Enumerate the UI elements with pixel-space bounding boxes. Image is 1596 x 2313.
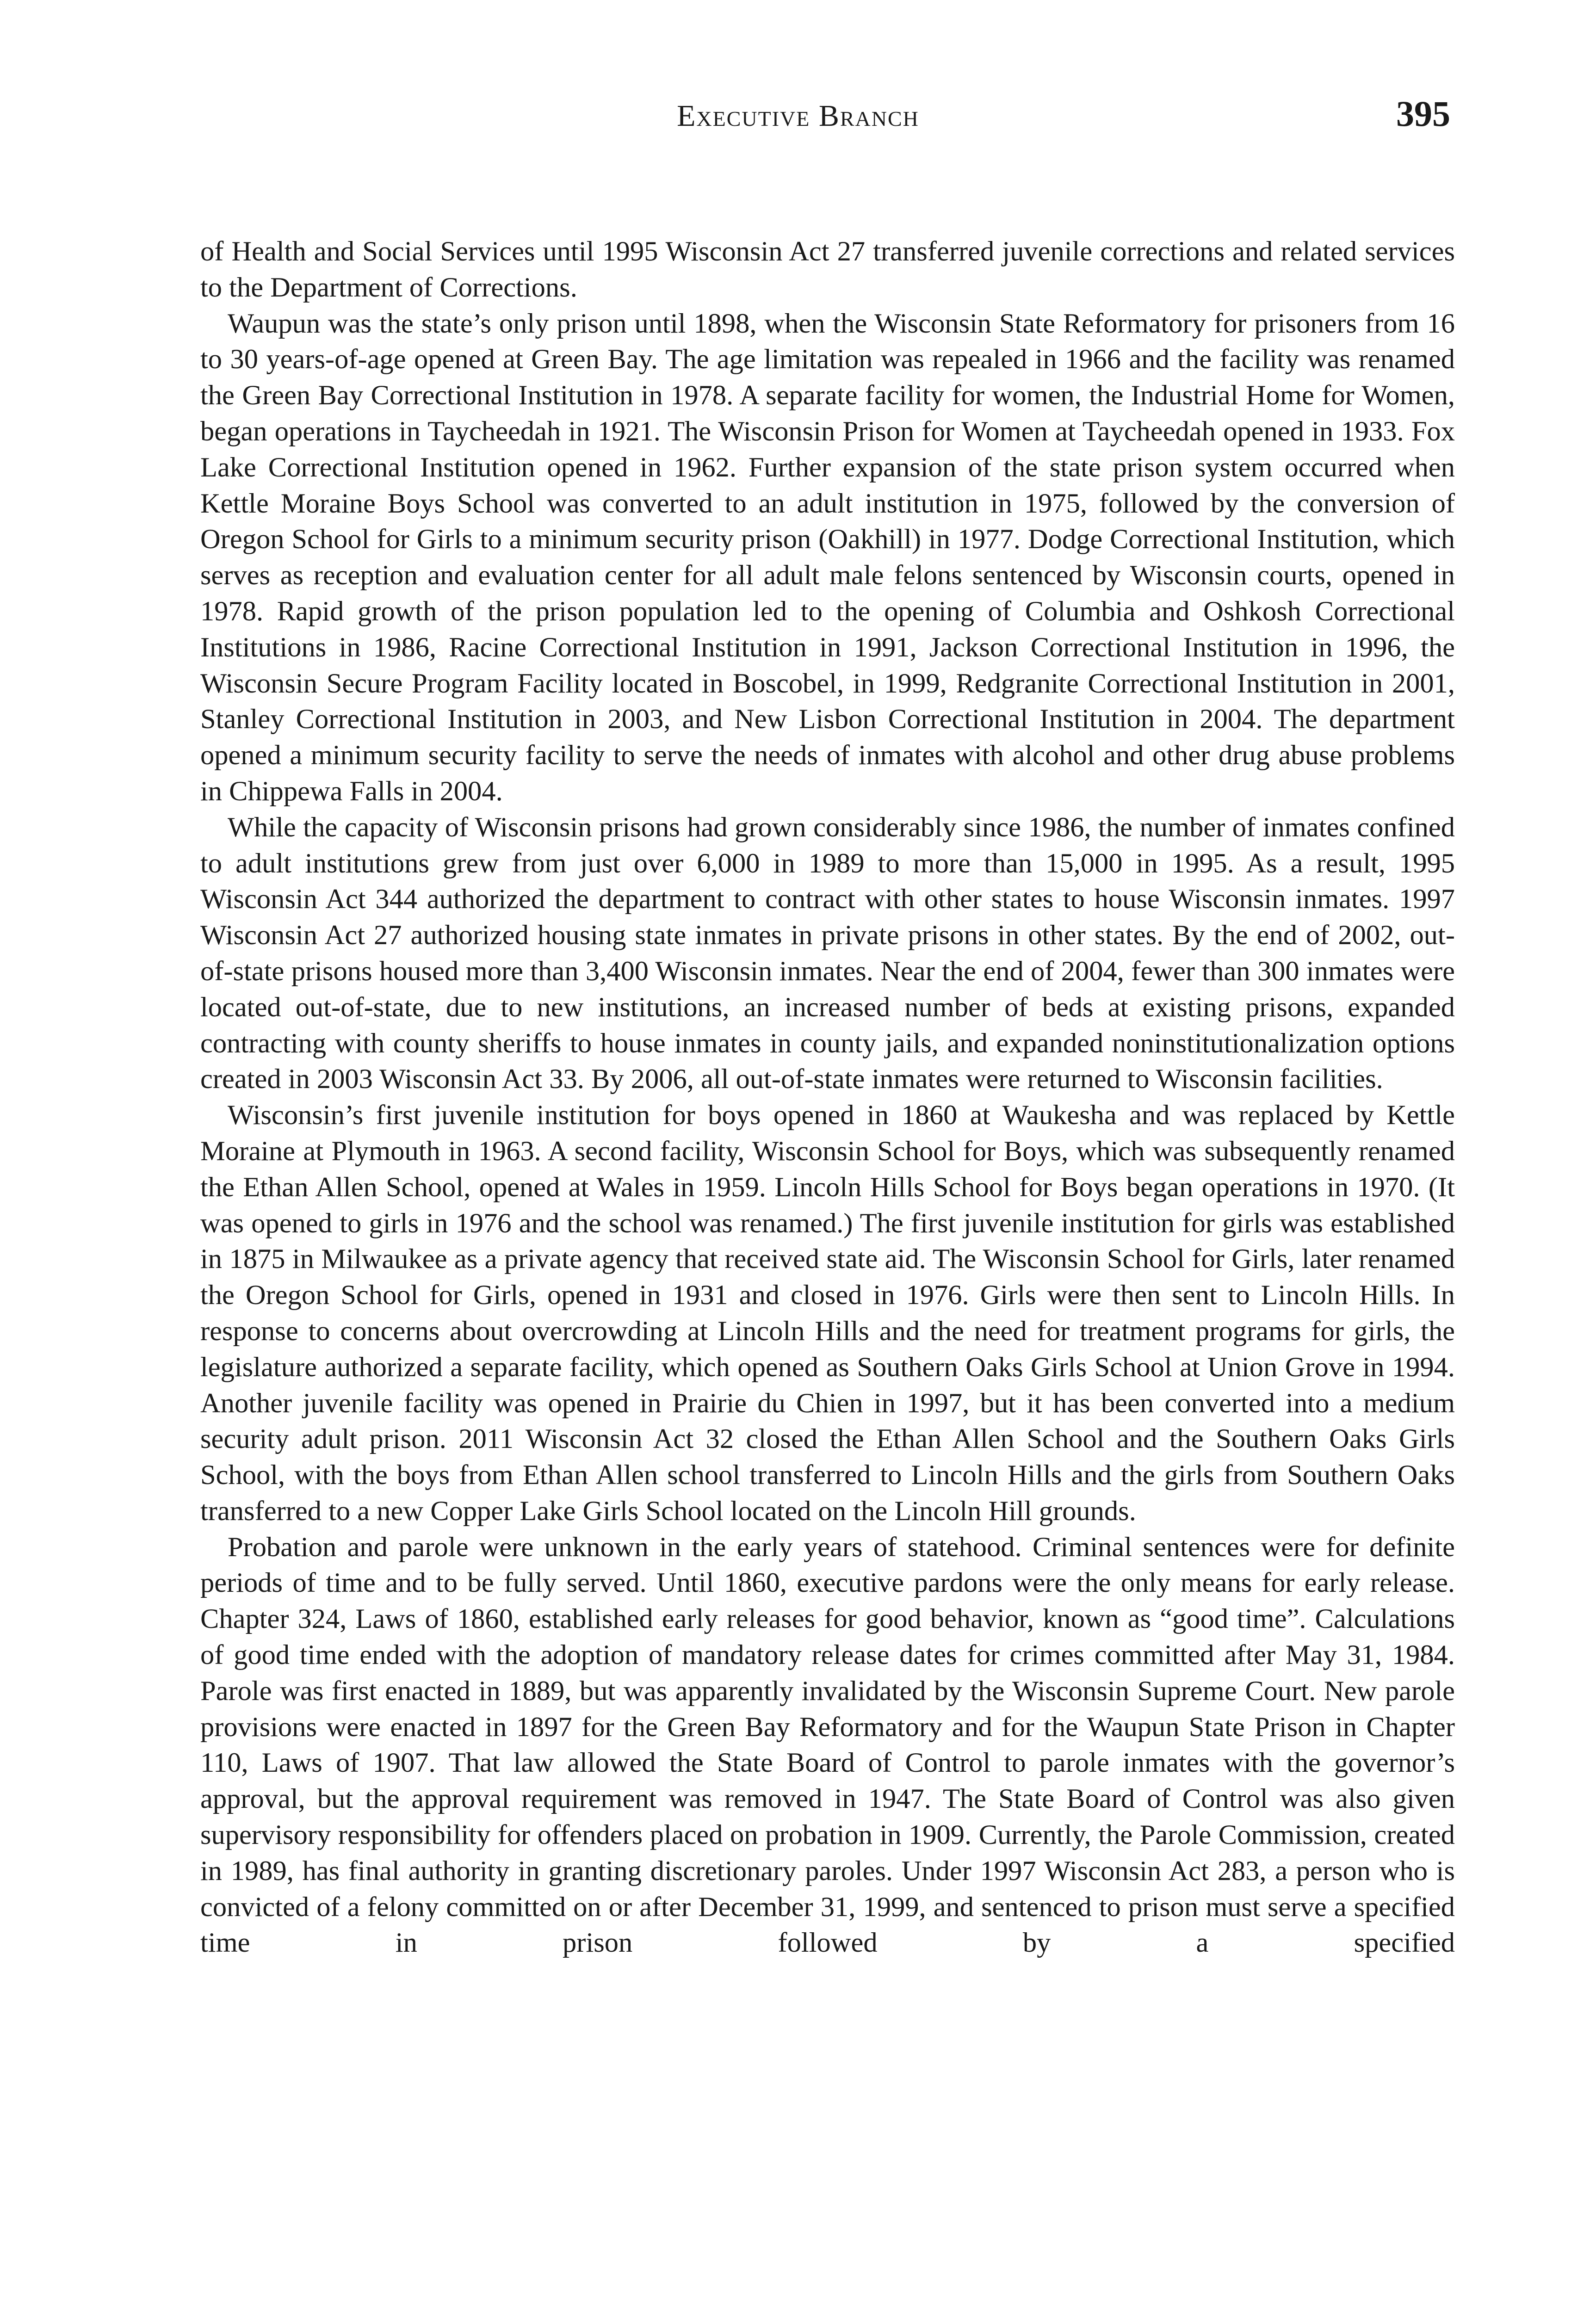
paragraph-juvenile-institutions: Wisconsin’s first juvenile institution for boys opened in 1860 at Waukesha and was replaced by Kettle Moraine at Plymouth in 1963. A second facility, Wisconsin School for Boys, which was subsequently renamed the Ethan Allen School, opened at Wales in 1959. Lincoln Hills School for Boys began operations in 1970. (It was opened to girls in 1976 and the school was renamed.) The first juvenile institution for girls was established in 1875 in Milwaukee as a private agency that received state aid. The Wisconsin School for Girls, later renamed the Oregon School for Girls, opened in 1931 and closed in 1976. Girls were then sent to Lincoln Hills. In response to concerns about overcrowding at Lincoln Hills and the need for treatment programs for girls, the legislature authorized a separate facility, which opened as Southern Oaks Girls School at Union Grove in 1994. Another juvenile facility was opened in Prairie du Chien in 1997, but it has been converted into a medium security adult prison. 2011 Wisconsin Act 32 closed the Ethan Allen School and the Southern Oaks Girls School, with the boys from Ethan Allen school transferred to Lincoln Hills and the girls from Southern Oaks transferred to a new Copper Lake Girls School located on the Lincoln Hill grounds. — [200, 1100, 1455, 1527]
page-number: 395 — [1396, 93, 1450, 134]
running-head — [0, 90, 1596, 146]
paragraph-capacity: While the capacity of Wisconsin prisons had grown considerably since 1986, the number of inmates confined to adult institutions grew from just over 6,000 in 1989 to more than 15,000 in 1995. As a result, 1995 Wisconsin Act 344 authorized the department to contract with other states to house Wisconsin inmates. 1997 Wisconsin Act 27 authorized housing state inmates in private prisons in other states. By the end of 2002, out-of-state prisons housed more than 3,400 Wisconsin inmates. Near the end of 2004, fewer than 300 inmates were located out-of-state, due to new institutions, an increased number of beds at existing prisons, expanded contracting with county sheriffs to house inmates in county jails, and expanded noninstitutionalization options created in 2003 Wisconsin Act 33. By 2006, all out-of-state inmates were returned to Wisconsin facilities. — [200, 811, 1455, 1095]
body-text — [200, 234, 1455, 1961]
paragraph-continued: of Health and Social Services until 1995 Wisconsin Act 27 transferred juvenile corrections and related services to the Department of Corrections. — [200, 236, 1455, 303]
paragraph-probation-parole: Probation and parole were unknown in the early years of statehood. Criminal sentences were for definite periods of time and to be fully served. Until 1860, executive pardons were the only means for early release. Chapter 324, Laws of 1860, established early releases for good behavior, known as “good time”. Calculations of good time ended with the adoption of mandatory release dates for crimes committed after May 31, 1984. Parole was first enacted in 1889, but was apparently invalidated by the Wisconsin Supreme Court. New parole provisions were enacted in 1897 for the Green Bay Reformatory and for the Waupun State Prison in Chapter 110, Laws of 1907. That law allowed the State Board of Control to parole inmates with the governor’s approval, but the approval requirement was removed in 1947. The State Board of Control was also given supervisory responsibility for offenders placed on probation in 1909. Currently, the Parole Commission, created in 1989, has final authority in granting discretionary paroles. Under 1997 Wisconsin Act 283, a person who is convicted of a felony committed on or after December 31, 1999, and sentenced to prison must serve a specified time in prison followed by a specified — [200, 1531, 1455, 1959]
paragraph-prison-history: Waupun was the state’s only prison until 1898, when the Wisconsin State Reformatory for prisoners from 16 to 30 years-of-age opened at Green Bay. The age limitation was repealed in 1966 and the facility was renamed the Green Bay Correctional Institution in 1978. A separate facility for women, the Industrial Home for Women, began operations in Taycheedah in 1921. The Wisconsin Prison for Women at Taycheedah opened in 1933. Fox Lake Correctional Institution opened in 1962. Further expansion of the state prison system occurred when Kettle Moraine Boys School was converted to an adult institution in 1975, followed by the conversion of Oregon School for Girls to a minimum security prison (Oakhill) in 1977. Dodge Correctional Institution, which serves as reception and evaluation center for all adult male felons sentenced by Wisconsin courts, opened in 1978. Rapid growth of the prison population led to the opening of Columbia and Oshkosh Correctional Institutions in 1986, Racine Correctional Institution in 1991, Jackson Correctional Institution in 1996, the Wisconsin Secure Program Facility located in Boscobel, in 1999, Redgranite Correctional Institution in 2001, Stanley Correctional Institution in 2003, and New Lisbon Correctional Institution in 2004. The department opened a minimum security facility to serve the needs of inmates with alcohol and other drug abuse problems in Chippewa Falls in 2004. — [200, 308, 1455, 807]
section-title: Executive Branch — [677, 99, 919, 133]
